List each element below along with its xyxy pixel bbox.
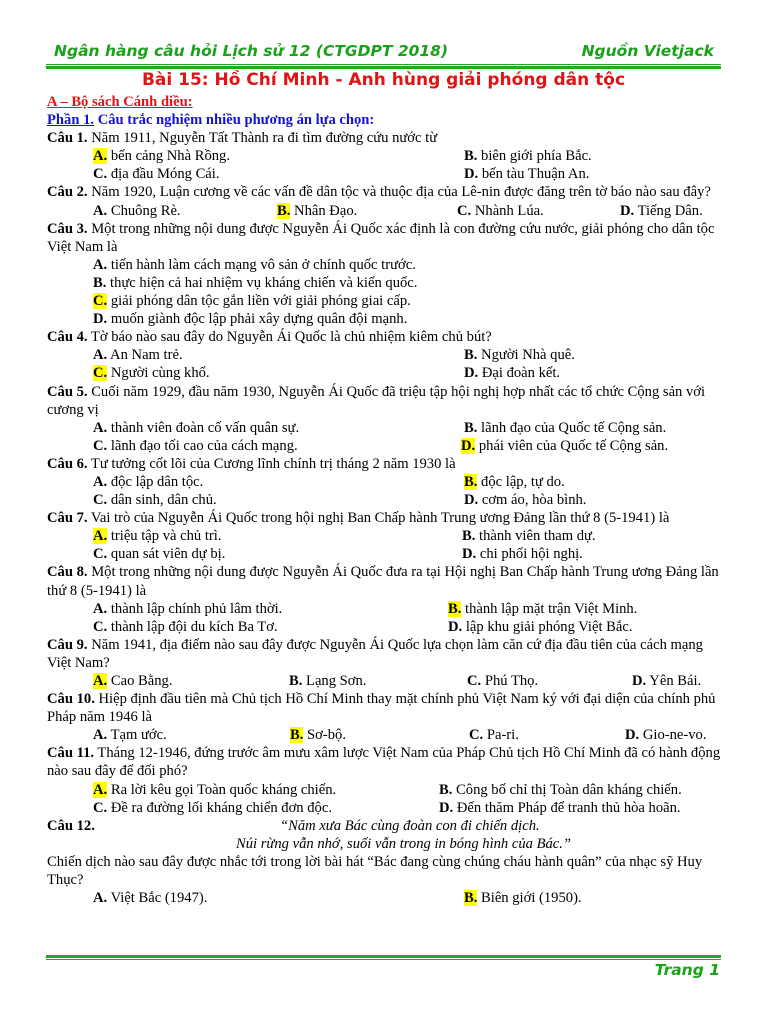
option-a: A. bến cảng Nhà Rồng. [93, 148, 231, 165]
options-row [47, 600, 721, 618]
question-4: Câu 4. Tờ báo nào sau đây do Nguyễn Ái Quốc là chủ nhiệm kiêm chủ bút? [47, 329, 492, 346]
option-c: C. Phú Thọ. [467, 673, 539, 689]
options-row [47, 473, 721, 491]
page-title: Bài 15: Hồ Chí Minh - Anh hùng giải phóng dân tộc [141, 70, 626, 90]
option-d: D. phái viên của Quốc tế Cộng sản. [461, 437, 669, 454]
poem-row [47, 835, 721, 853]
question-2: Câu 2. Năm 1920, Luận cương về các vấn đề dân tộc và thuộc địa của Lê-nin được đăng trên tờ báo nào sau đây? [47, 184, 711, 201]
options-row [47, 202, 721, 220]
option-a: A. độc lập dân tộc. [93, 473, 204, 490]
option-b: B. Biên giới (1950). [464, 890, 582, 907]
option-d: D. Yên Bái. [632, 673, 702, 689]
section-a-heading: A – Bộ sách Cánh diều: [47, 94, 193, 110]
header-rule-thick [46, 66, 721, 69]
option-b: B. thành viên tham dự. [462, 528, 596, 545]
options-row [47, 419, 721, 437]
options-row [47, 781, 721, 799]
option-a: A. Chuông Rè. [93, 202, 181, 219]
options-row [47, 491, 721, 509]
poem-line-1: “Năm xưa Bác cùng đoàn con đi chiến dịch. [280, 817, 540, 834]
option-d: D. Đại đoàn kết. [464, 365, 561, 382]
option-a: A. An Nam trẻ. [93, 347, 183, 364]
options-row [47, 165, 721, 183]
options-row [47, 799, 721, 817]
question-5: Câu 5. Cuối năm 1929, đầu năm 1930, Nguyễn Ái Quốc đã triệu tập hội nghị hợp nhất các tổ chức Cộng sản với cương vị [47, 383, 706, 418]
option-c: C. quan sát viên dự bị. [93, 546, 226, 563]
page-header [50, 42, 718, 64]
option-b: B. biên giới phía Bắc. [464, 148, 592, 165]
header-left: Ngân hàng câu hỏi Lịch sử 12 (CTGDPT 2018) [54, 42, 449, 60]
option-a: A. thành lập chính phủ lâm thời. [93, 600, 283, 617]
option-c: C. lãnh đạo tối cao của cách mạng. [93, 437, 298, 454]
option-c: C. Người cùng khổ. [93, 365, 210, 382]
option-b: B. độc lập, tự do. [464, 473, 565, 490]
option-d: D. muốn giành độc lập phải xây dựng quân đội mạnh. [93, 311, 408, 328]
question-11: Câu 11. Tháng 12-1946, đứng trước âm mưu xâm lược Việt Nam của Pháp Chủ tịch Hồ Chí Minh đã có hành động nào sau đây để đối phó? [47, 745, 721, 780]
option-b: B. Nhân Đạo. [277, 202, 358, 219]
option-b: B. thành lập mặt trận Việt Minh. [448, 600, 638, 617]
option-a: A. Ra lời kêu gọi Toàn quốc kháng chiến. [93, 781, 337, 798]
options-row [47, 437, 721, 455]
option-c: C. dân sinh, dân chủ. [93, 492, 217, 509]
option-a: A. Cao Bằng. [93, 673, 173, 689]
option-b: B. Sơ-bộ. [290, 727, 346, 744]
options-row [47, 672, 721, 690]
question-7: Câu 7. Vai trò của Nguyễn Ái Quốc trong hội nghị Ban Chấp hành Trung ương Đảng lần thứ 8 (5-1941) là [47, 510, 670, 527]
options-row [47, 364, 721, 382]
option-a: A. Việt Bắc (1947). [93, 890, 208, 907]
header-rule-thin [46, 64, 721, 65]
options-row [47, 889, 721, 907]
question-12-stem: Chiến dịch nào sau đây được nhắc tới trong lời bài hát “Bác đang cùng chúng cháu hành quân” của nhạc sỹ Huy Thục? [47, 853, 703, 889]
option-c: C. Đề ra đường lối kháng chiến đơn độc. [93, 799, 332, 816]
poem-line-2: Núi rừng vẫn nhớ, suối vẫn trong in bóng hình của Bác.” [236, 835, 572, 852]
options-row [47, 527, 721, 545]
question-12: Câu 12. “Năm xưa Bác cùng đoàn con đi chiến dịch. [47, 817, 540, 834]
option-a: A. tiến hành làm cách mạng vô sản ở chính quốc trước. [93, 256, 416, 273]
option-d: D. bến tàu Thuận An. [464, 166, 590, 183]
footer-rule-thin [46, 959, 721, 960]
option-c: C. thành lập đội du kích Ba Tơ. [93, 618, 278, 635]
option-a: A. Tạm ước. [93, 727, 167, 744]
option-a: A. thành viên đoàn cố vấn quân sự. [93, 419, 300, 436]
question-1: Câu 1. Năm 1911, Nguyễn Tất Thành ra đi tìm đường cứu nước từ [47, 130, 438, 147]
option-d: D. Tiếng Dân. [620, 202, 703, 219]
option-d: D. Đến thăm Pháp để tranh thủ hòa hoãn. [439, 799, 681, 816]
option-b: B. Công bố chỉ thị Toàn dân kháng chiến. [439, 781, 682, 798]
options-row [47, 346, 721, 364]
question-9: Câu 9. Năm 1941, địa điểm nào sau đây được Nguyễn Ái Quốc lựa chọn làm căn cứ địa đầu tiên của cách mạng Việt Nam? [47, 636, 703, 671]
question-6: Câu 6. Tư tưởng cốt lõi của Cương lĩnh chính trị tháng 2 năm 1930 là [47, 455, 456, 472]
header-right: Nguồn Vietjack [581, 42, 714, 60]
option-b: B. thực hiện cả hai nhiệm vụ kháng chiến và kiến quốc. [93, 274, 418, 291]
page-number: Trang 1 [654, 961, 720, 979]
options-row [47, 545, 721, 563]
option-c: C. Pa-ri. [469, 727, 519, 744]
option-d: D. chi phối hội nghị. [462, 546, 583, 563]
option-d: D. Gio-ne-vo. [625, 727, 707, 744]
option-b: B. lãnh đạo của Quốc tế Cộng sản. [464, 419, 667, 436]
option-b: B. Lạng Sơn. [289, 673, 367, 689]
option-d: D. cơm áo, hòa bình. [464, 492, 587, 509]
question-10: Câu 10. Hiệp định đầu tiên mà Chủ tịch Hồ Chí Minh thay mặt chính phủ Việt Nam ký với đại diện của chính phủ Pháp năm 1946 là [47, 691, 716, 726]
option-c: C. giải phóng dân tộc gắn liền với giải phóng giai cấp. [93, 293, 411, 310]
footer-rule-thick [46, 955, 721, 958]
options-row [47, 147, 721, 165]
option-d: D. lập khu giải phóng Việt Bắc. [448, 618, 633, 635]
option-c: C. Nhành Lúa. [457, 202, 544, 219]
option-a: A. triệu tập và chủ trì. [93, 528, 222, 545]
document-body [47, 93, 721, 907]
part-heading: Phần 1. Câu trắc nghiệm nhiều phương án lựa chọn: [47, 112, 375, 129]
option-b: B. Người Nhà quê. [464, 347, 575, 364]
options-row [47, 726, 721, 744]
option-c: C. địa đầu Móng Cái. [93, 166, 220, 183]
question-3: Câu 3. Một trong những nội dung được Nguyễn Ái Quốc xác định là con đường cứu nước, giải phóng cho dân tộc Việt Nam là [47, 220, 715, 255]
question-8: Câu 8. Một trong những nội dung được Nguyễn Ái Quốc đưa ra tại Hội nghị Ban Chấp hành Trung ương Đảng lần thứ 8 (5-1941) là [47, 564, 719, 599]
options-row [47, 618, 721, 636]
